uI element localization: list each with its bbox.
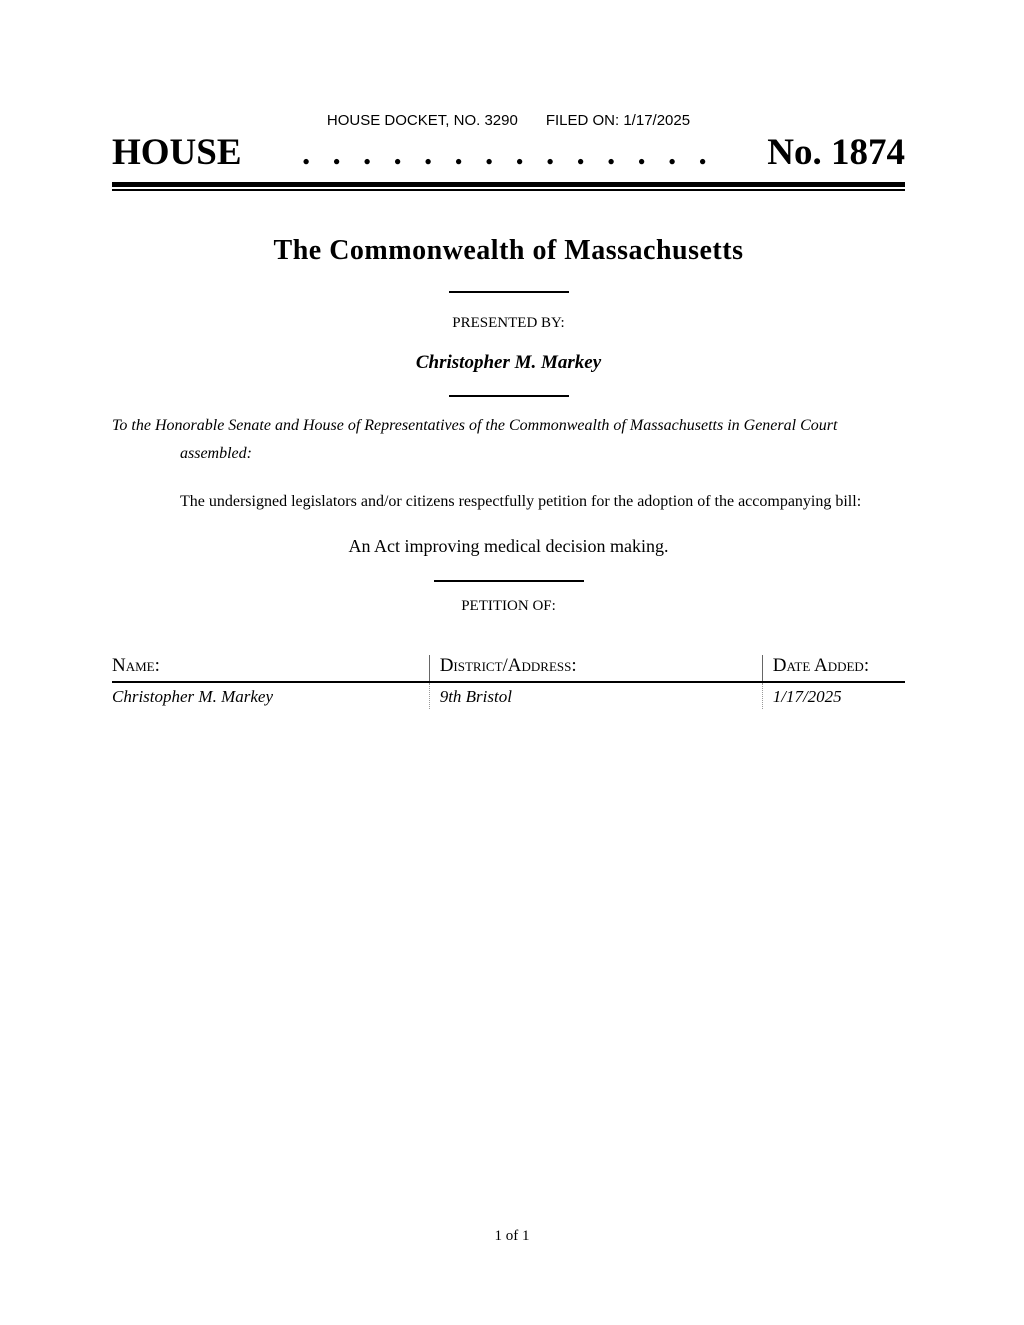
divider-thin-line [112, 189, 905, 191]
petition-statement: The undersigned legislators and/or citizens respectfully petition for the adoption of the accompanying bill: [180, 492, 862, 510]
act-title: An Act improving medical decision making. [348, 535, 669, 556]
section-divider [449, 291, 569, 293]
double-rule-divider [112, 182, 905, 191]
column-header-name: Name: [112, 655, 429, 682]
section-divider [449, 395, 569, 397]
petitioner-district-cell: 9th Bristol [429, 682, 762, 709]
presented-by-label: PRESENTED BY: [452, 314, 565, 331]
petitioner-date-cell: 1/17/2025 [772, 686, 842, 706]
bill-number: No. 1874 [767, 132, 905, 173]
petitioners-table [112, 655, 905, 709]
filed-date: FILED ON: 1/17/2025 [545, 112, 691, 129]
leader-dots: . . . . . . . . . . . . . . [302, 137, 707, 172]
presenter-name: Christopher M. Markey [415, 351, 602, 373]
column-header-date-added: Date Added: [762, 655, 905, 682]
commonwealth-title: The Commonwealth of Massachusetts [273, 234, 744, 266]
section-divider [434, 580, 584, 582]
docket-line [112, 112, 905, 129]
page-number: 1 of 1 [494, 1228, 530, 1244]
petitioner-name-cell: Christopher M. Markey [112, 682, 429, 709]
chamber-label: HOUSE [112, 132, 242, 173]
divider-thick-line [112, 182, 905, 187]
docket-number: HOUSE DOCKET, NO. 3290 [326, 112, 518, 129]
table-header-row [112, 655, 905, 682]
salutation-paragraph: To the Honorable Senate and House of Representatives of the Commonwealth of Massachusetts in General Court assembled: [112, 416, 838, 462]
bill-number-line [112, 134, 905, 173]
column-header-district: District/Address: [429, 655, 762, 682]
table-row [112, 682, 905, 709]
petition-of-label: PETITION OF: [461, 597, 556, 614]
